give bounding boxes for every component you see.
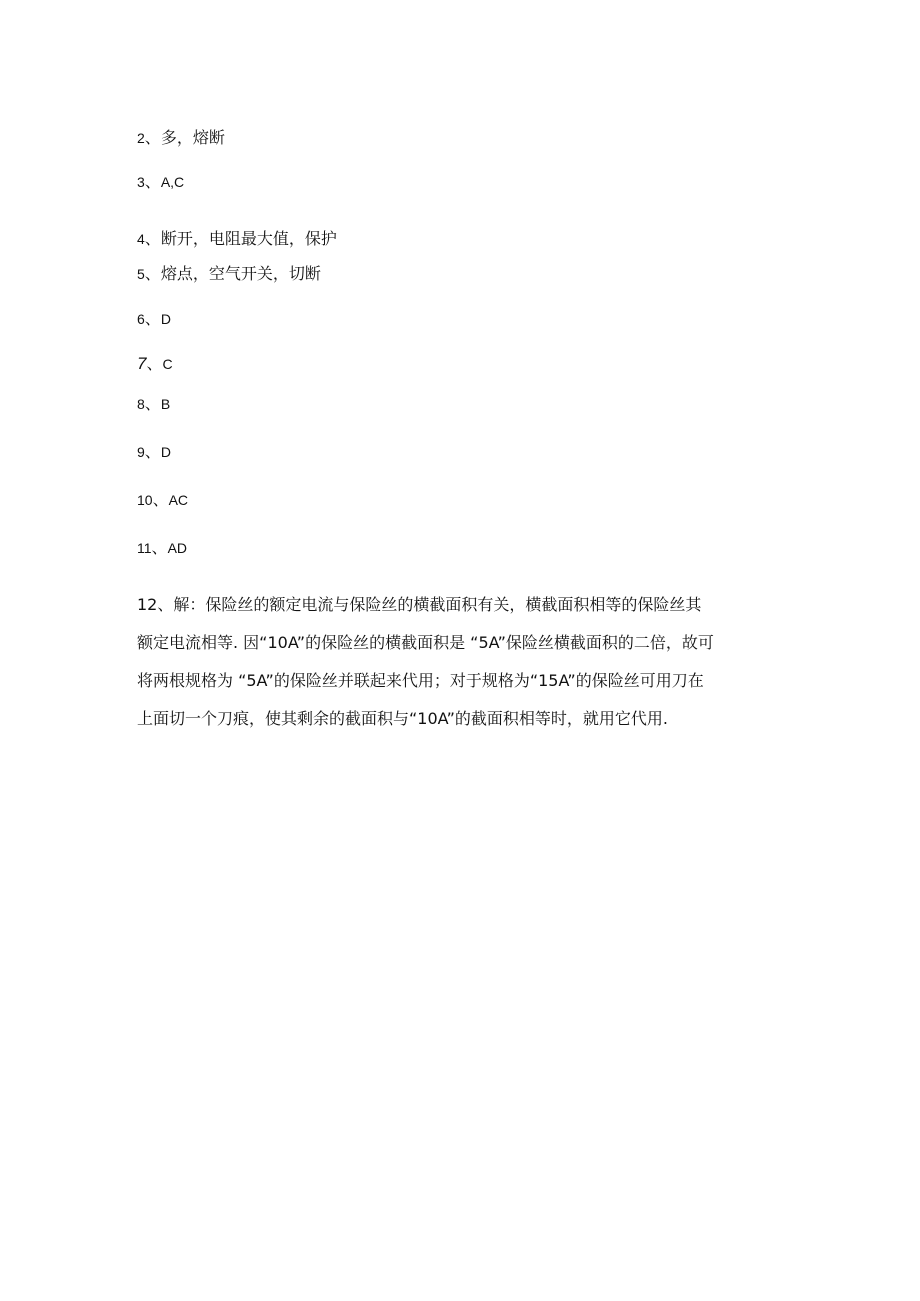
solution-line: 将两根规格为 “5A”的保险丝并联起来代用；对于规格为“15A”的保险丝可用刀在 — [137, 671, 704, 690]
answer-separator: 、 — [151, 538, 168, 557]
answer-text: D — [160, 444, 171, 460]
answer-separator: 、 — [144, 394, 161, 413]
answer-text: 多，熔断 — [160, 128, 225, 147]
answer-9 — [137, 442, 171, 462]
answer-number: 3 — [137, 174, 145, 190]
answer-number: 2 — [137, 130, 145, 146]
answer-number: 11 — [137, 540, 152, 556]
answer-number: 6 — [137, 311, 145, 327]
answer-separator: 、 — [152, 490, 169, 509]
answer-8 — [137, 394, 170, 414]
answer-separator: 、 — [146, 354, 163, 373]
answer-separator: 、 — [144, 172, 161, 191]
solution-paragraph — [137, 586, 787, 738]
answer-3 — [137, 172, 184, 192]
answer-separator: 、 — [144, 229, 161, 248]
answer-text: 断开，电阻最大值，保护 — [160, 229, 337, 248]
answer-number: 7 — [137, 354, 147, 373]
answer-number: 9 — [137, 444, 145, 460]
answer-separator: 、 — [144, 128, 161, 147]
answer-text: A,C — [160, 174, 185, 190]
answer-text: C — [162, 356, 173, 372]
solution-line: 额定电流相等. 因“10A”的保险丝的横截面积是 “5A”保险丝横截面积的二倍，故可 — [137, 633, 714, 652]
answer-2 — [137, 128, 225, 148]
answer-text: AD — [167, 540, 188, 556]
answer-11 — [137, 538, 187, 558]
answer-7 — [137, 354, 173, 374]
answer-5 — [137, 264, 321, 284]
answer-number: 5 — [137, 266, 145, 282]
answer-text: D — [160, 311, 171, 327]
answer-text: AC — [168, 492, 189, 508]
answer-text: B — [160, 396, 171, 412]
solution-line: 12、解：保险丝的额定电流与保险丝的横截面积有关，横截面积相等的保险丝其 — [137, 595, 702, 614]
answer-number: 4 — [137, 231, 145, 247]
answer-separator: 、 — [144, 309, 161, 328]
answer-number: 10 — [137, 492, 153, 508]
answer-separator: 、 — [144, 264, 161, 283]
answer-6 — [137, 309, 171, 329]
answer-text: 熔点，空气开关，切断 — [160, 264, 321, 283]
answer-number: 8 — [137, 396, 145, 412]
answer-separator: 、 — [144, 442, 161, 461]
answer-4 — [137, 229, 337, 249]
solution-line: 上面切一个刀痕，使其剩余的截面积与“10A”的截面积相等时，就用它代用. — [137, 709, 668, 728]
answer-10 — [137, 490, 188, 510]
